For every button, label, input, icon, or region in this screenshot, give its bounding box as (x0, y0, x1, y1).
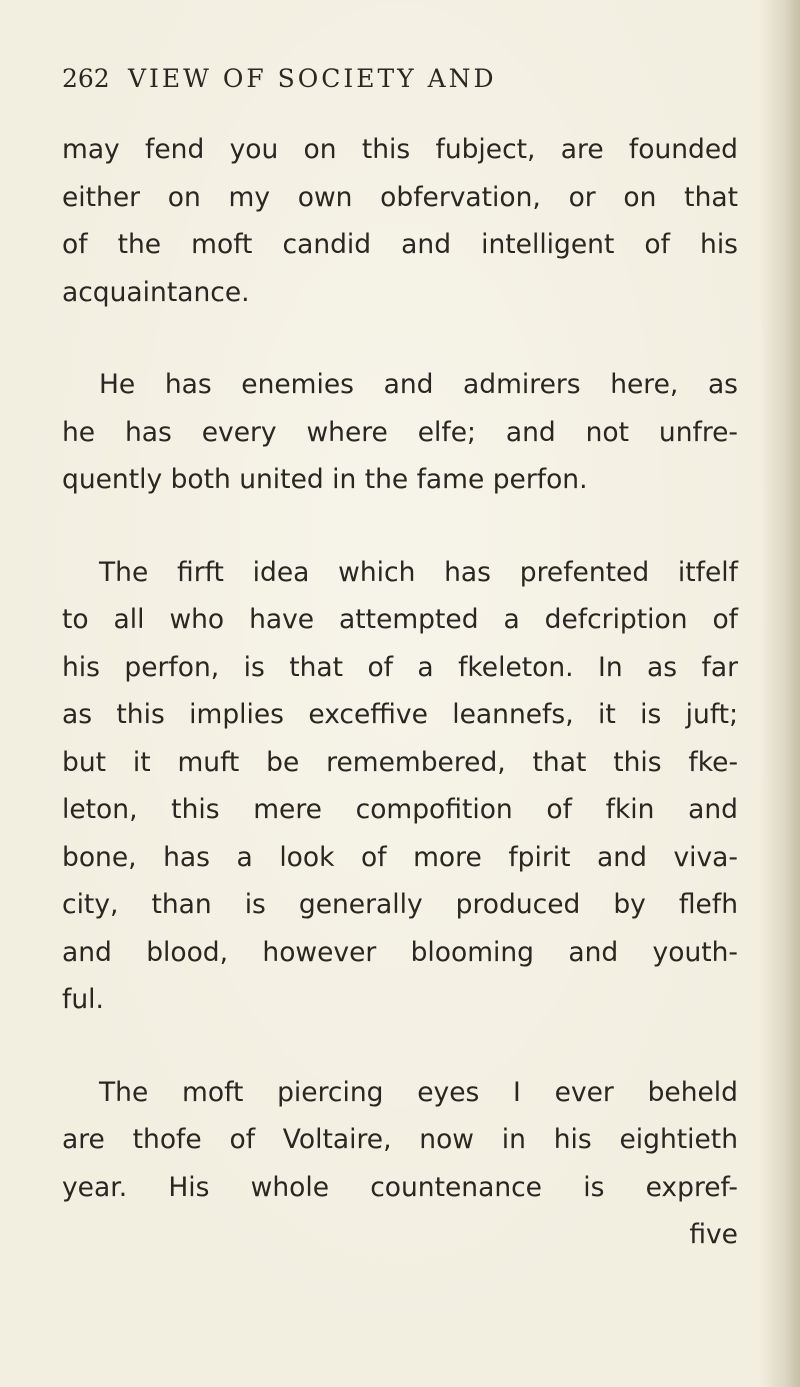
page-number: 262 (62, 64, 110, 93)
text-line: city, than is generally produced by flefh (62, 889, 738, 920)
catchword: five (689, 1219, 738, 1250)
text-line: but it muft be remembered, that this fke- (62, 746, 738, 778)
text-line: his perfon, is that of a fkeleton. In as far (62, 651, 738, 683)
paragraph (62, 1069, 752, 1212)
paragraph (62, 126, 752, 316)
text-line: may fend you on this fubject, are founded (62, 134, 738, 165)
text-line: leton, this mere compofition of fkin and (62, 794, 738, 825)
text-line: year. His whole countenance is expref- (62, 1171, 738, 1203)
text-line: he has every where elfe; and not unfre- (62, 416, 738, 448)
text-line: as this implies exceffive leannefs, it is juft; (62, 699, 738, 730)
paragraph (62, 361, 752, 504)
text-line: to all who have attempted a defcription of (62, 604, 738, 635)
text-line: and blood, however blooming and youth- (62, 936, 738, 968)
text-line: of the moft candid and intelligent of his (62, 229, 738, 260)
text-line: quently both united in the fame perfon. (62, 464, 588, 495)
text-line: The firft idea which has prefented itfelf (99, 556, 738, 588)
running-title: VIEW OF SOCIETY AND (128, 64, 497, 93)
page-edge-shadow (760, 0, 800, 1387)
text-line: He has enemies and admirers here, as (99, 369, 738, 400)
text-line: The moft piercing eyes I ever beheld (99, 1076, 738, 1108)
text-line: bone, has a look of more fpirit and viva- (62, 841, 738, 873)
paragraph (62, 549, 752, 1024)
body-text (62, 126, 752, 1259)
page-header (62, 64, 742, 104)
text-line: ful. (62, 984, 104, 1015)
text-line: are thofe of Voltaire, now in his eightieth (62, 1124, 738, 1155)
text-line: either on my own obfervation, or on that (62, 181, 738, 213)
text-line: acquaintance. (62, 276, 250, 308)
